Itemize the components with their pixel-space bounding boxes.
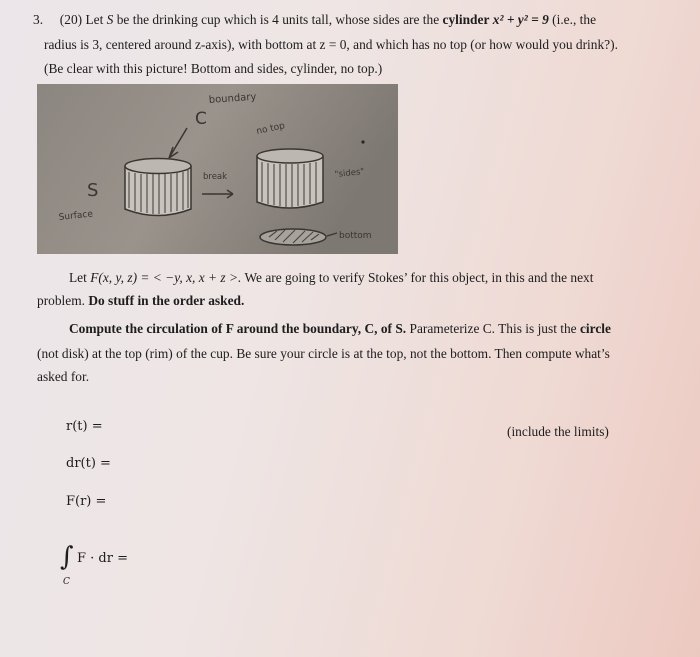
figure-label-bottom: bottom <box>339 231 372 241</box>
line-integral-subscript: C <box>63 577 70 587</box>
compute-line-1: Compute the circulation of F around the boundary, C, of S. Parameterize C. This is just the circle <box>69 321 611 336</box>
line-integral-prompt: F · dr = <box>77 551 128 566</box>
stokes-line-2: problem. Do stuff in the order asked. <box>37 293 245 308</box>
dr-of-t-prompt: dr(t) = <box>66 456 111 471</box>
figure-label-boundary: boundary <box>208 91 257 106</box>
problem-number: 3. <box>33 12 44 27</box>
figure-label-surface: Surface <box>58 209 94 223</box>
F-of-r-prompt: F(r) = <box>66 494 107 509</box>
cylinder-equation: x² + y² = 9 <box>492 12 549 27</box>
left-cup <box>125 159 191 216</box>
line-integral-symbol: ∫ <box>60 542 74 572</box>
figure-dot <box>361 140 364 143</box>
compute-line-3: asked for. <box>37 369 90 384</box>
figure-label-c: C <box>195 109 207 129</box>
figure-label-break: break <box>203 172 228 182</box>
include-limits-note: (include the limits) <box>507 424 609 439</box>
problem-line-3: (Be clear with this picture! Bottom and sides, cylinder, no top.) <box>44 61 383 76</box>
stokes-line-1: Let F(x, y, z) = < −y, x, x + z >. We are going to verify Stokes’ for this object, in this and the next <box>69 270 594 285</box>
right-cup-sides <box>257 149 323 208</box>
problem-line-1: 3. (20) Let S be the drinking cup which is 4 units tall, whose sides are the cylinder x² + y² = 9 (i.e., the <box>33 12 597 27</box>
figure-label-sides: "sides" <box>334 166 365 180</box>
r-of-t-prompt: r(t) = <box>66 419 103 434</box>
figure-label-no-top: no top <box>255 121 286 137</box>
figure-label-s: S <box>87 180 99 201</box>
cup-figure <box>37 84 398 254</box>
field-definition: F(x, y, z) = < −y, x, x + z >. <box>90 270 242 285</box>
compute-line-2: (not disk) at the top (rim) of the cup. Be sure your circle is at the top, not the bottom. Then compute what’s <box>37 346 610 361</box>
problem-points: (20) <box>59 12 83 27</box>
bottom-disk <box>260 229 326 245</box>
problem-line-2: radius is 3, centered around z-axis), with bottom at z = 0, and which has no top (or how would you drink?). <box>44 37 618 52</box>
